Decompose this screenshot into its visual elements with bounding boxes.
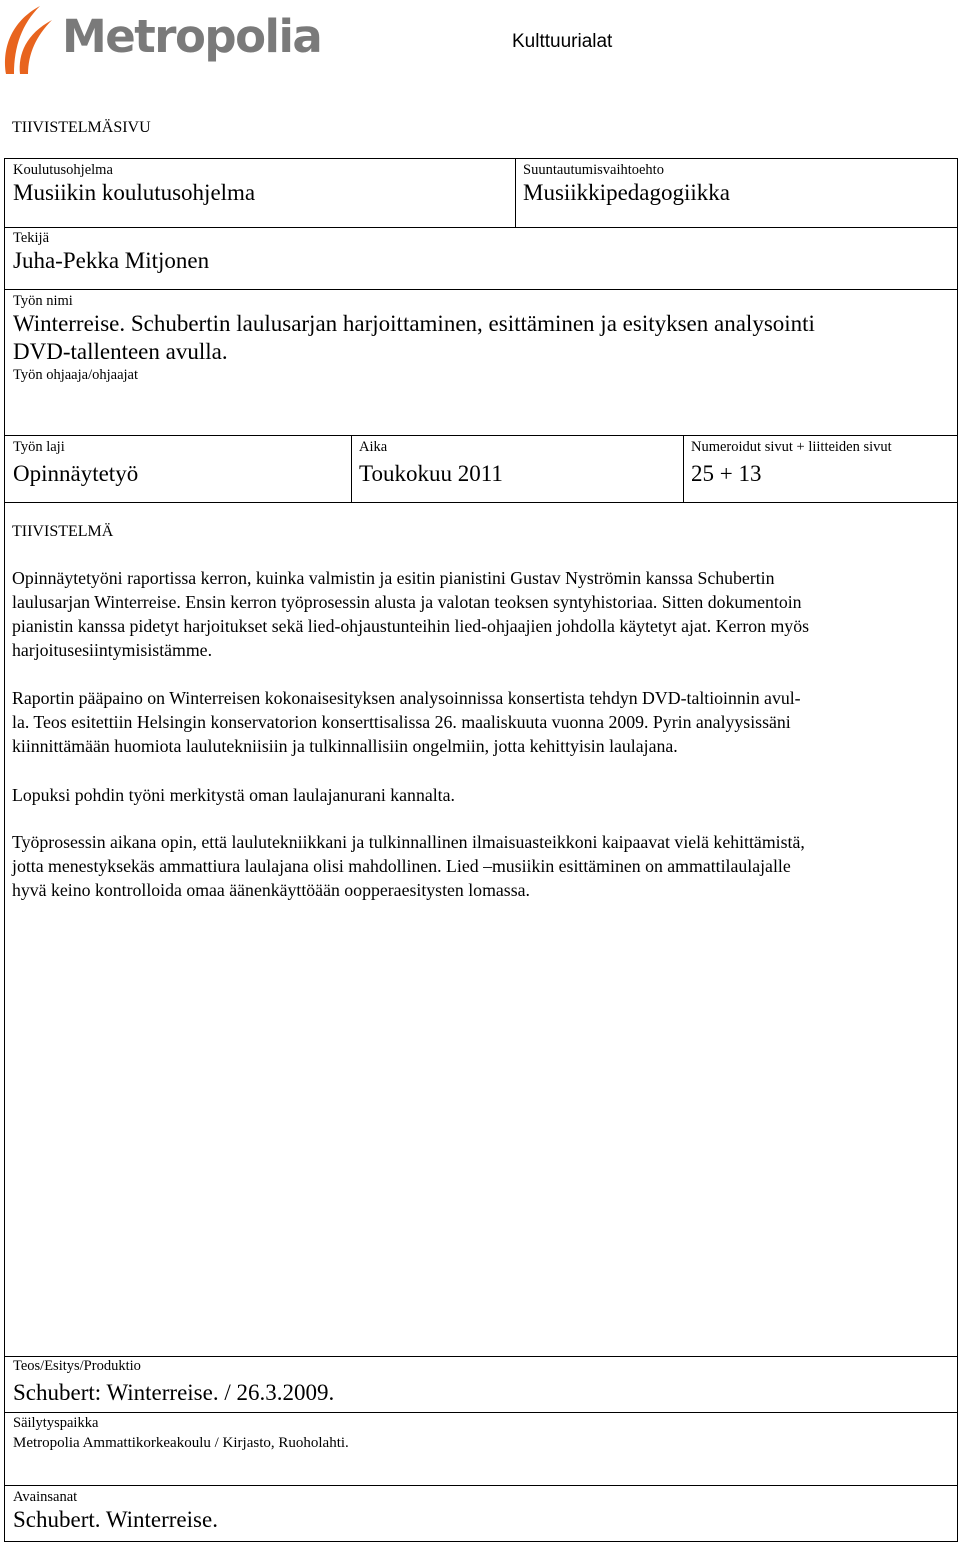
time-label: Aika [359, 439, 388, 455]
option-label: Suuntautumisvaihtoehto [523, 162, 664, 178]
faculty-name: Kulttuurialat [512, 31, 613, 52]
abstract-line: Lopuksi pohdin työni merkitystä oman laulajanurani kannalta. [12, 785, 455, 805]
abstract-line: jotta menestyksekäs ammattiura laulajana olisi mahdollinen. Lied –musiikin esittäminen on ammattilaulajalle [12, 856, 791, 876]
page-label: TIIVISTELMÄSIVU [12, 119, 151, 136]
abstract-paragraph-1 [12, 566, 948, 662]
work-label: Teos/Esitys/Produktio [13, 1358, 141, 1374]
title-label: Työn nimi [13, 293, 73, 309]
logo-flame-icon [0, 0, 64, 78]
abstract-paragraph-4 [12, 830, 948, 902]
title-line-1: Winterreise. Schubertin laulusarjan harjoittaminen, esittäminen ja esityksen analysointi [13, 311, 815, 336]
abstract-line: laulusarjan Winterreise. Ensin kerron työprosessin alusta ja valotan teoksen syntyhistoriaa. Sitten dokumentoin [12, 592, 802, 612]
abstract-line: kiinnittämään huomiota laulutekniisiin ja tulkinnallisiin ongelmiin, jotta kehittyisin laulajana. [12, 736, 678, 756]
time-cell [351, 438, 683, 488]
abstract-line: harjoitusesiintymisistämme. [12, 640, 213, 660]
storage-cell [5, 1414, 957, 1452]
keywords-cell [5, 1488, 957, 1534]
time-value: Toukokuu 2011 [359, 461, 503, 486]
work-value: Schubert: Winterreise. / 26.3.2009. [13, 1380, 335, 1405]
abstract-line: pianistin kanssa pidetyt harjoitukset sekä lied-ohjaustunteihin lied-ohjaajien johdolla käytetyt ajat. Kerron myös [12, 616, 810, 636]
abstract-paragraph-2 [12, 686, 948, 758]
supervisor-label: Työn ohjaaja/ohjaajat [13, 367, 139, 383]
title-cell [5, 292, 957, 384]
pages-cell [683, 438, 957, 488]
divider [5, 1412, 957, 1413]
storage-label: Säilytyspaikka [13, 1415, 99, 1431]
abstract-line: Opinnäytetyöni raportissa kerron, kuinka valmistin ja esitin pianistini Gustav Nyströmin kanssa Schubertin [12, 568, 775, 588]
abstract-line: hyvä keino kontrolloida omaa äänenkäyttöään oopperaesitysten lomassa. [12, 880, 530, 900]
pages-label: Numeroidut sivut + liitteiden sivut [691, 439, 892, 455]
type-cell [5, 438, 351, 488]
footer-table [4, 1356, 958, 1542]
author-label: Tekijä [13, 230, 50, 246]
work-cell [5, 1357, 957, 1407]
author-value: Juha-Pekka Mitjonen [13, 248, 210, 273]
type-value: Opinnäytetyö [13, 461, 139, 486]
divider [5, 435, 957, 436]
program-cell [5, 161, 515, 207]
divider [5, 289, 957, 290]
program-value: Musiikin koulutusohjelma [13, 180, 256, 205]
keywords-value: Schubert. Winterreise. [13, 1507, 218, 1532]
pages-value: 25 + 13 [691, 461, 762, 486]
info-table [4, 158, 958, 503]
author-cell [5, 229, 957, 275]
divider [5, 1485, 957, 1486]
abstract-line: la. Teos esitettiin Helsingin konservatorion konserttisalissa 26. maaliskuuta vuonna 2009. Pyrin analyysissäni [12, 712, 791, 732]
option-cell [515, 161, 957, 207]
title-line-2: DVD-tallenteen avulla. [13, 339, 228, 364]
abstract-line: Työprosessin aikana opin, että laulutekniikkani ja tulkinnallinen ilmaisuasteikkoni kaipaavat vielä kehittämistä, [12, 832, 805, 852]
storage-value: Metropolia Ammattikorkeakoulu / Kirjasto, Ruoholahti. [13, 1435, 349, 1451]
type-label: Työn laji [13, 439, 65, 455]
metropolia-logo [0, 0, 322, 78]
abstract-paragraph-3 [12, 783, 948, 807]
program-label: Koulutusohjelma [13, 162, 113, 178]
abstract-heading: TIIVISTELMÄ [12, 523, 114, 540]
option-value: Musiikkipedagogiikka [523, 180, 730, 205]
abstract-line: Raportin pääpaino on Winterreisen kokonaisesityksen analysoinnissa konsertista tehdyn DVD-taltioinnin avul- [12, 688, 801, 708]
keywords-label: Avainsanat [13, 1489, 78, 1505]
logo-wordmark: Metropolia [62, 10, 322, 63]
divider [5, 227, 957, 228]
